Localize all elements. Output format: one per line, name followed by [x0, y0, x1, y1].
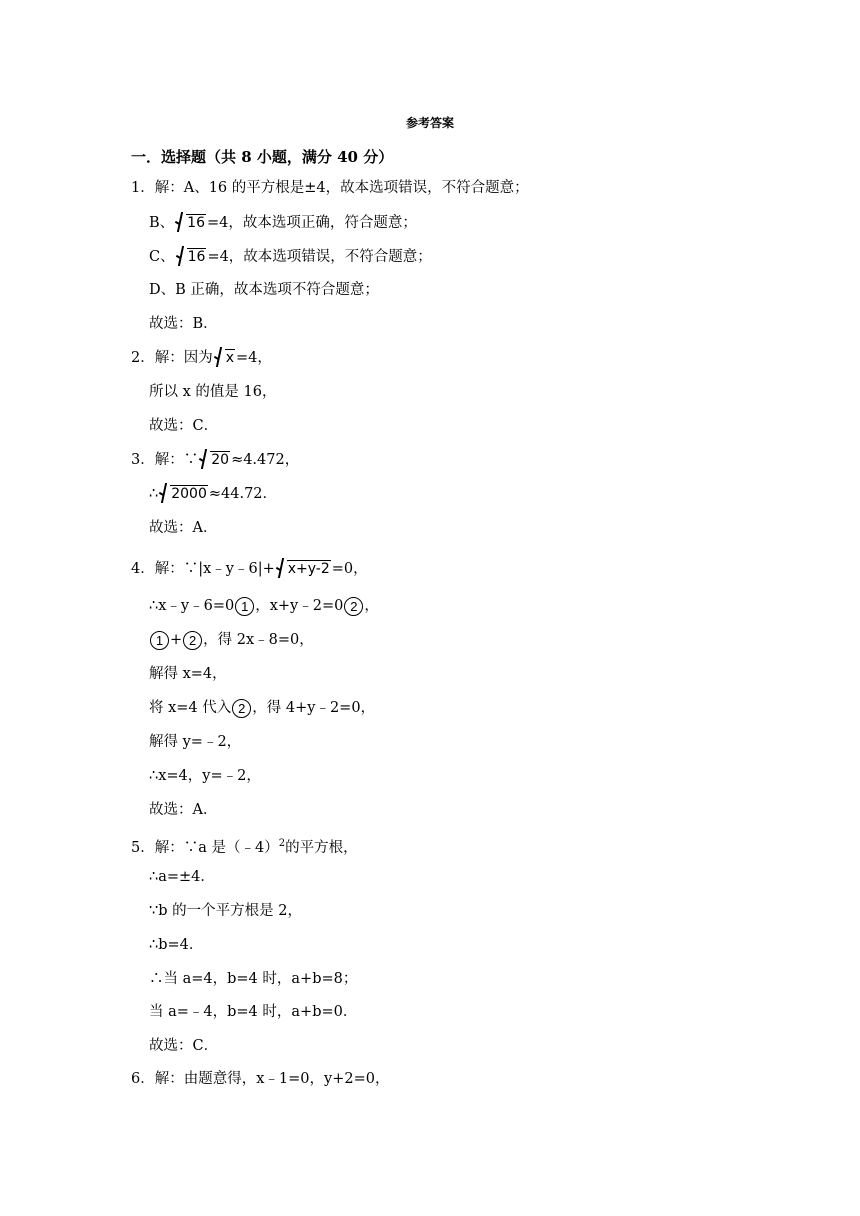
q1-line-2 [149, 213, 417, 233]
q2-line-2: 所以 x 的值是 16， [149, 384, 277, 400]
q5-line-3: ∵b 的一个平方根是 2， [149, 903, 302, 919]
q5-answer: 故选：C． [149, 1038, 219, 1054]
q4-text: ，得 4+y﹣2=0， [252, 700, 376, 716]
q4-line-6: 解得 y=﹣2， [149, 734, 242, 750]
circled-number-2: 2 [344, 597, 363, 616]
q4-text: =0， [331, 561, 368, 577]
q2-answer: 故选：C． [149, 418, 219, 434]
q6-line-1: 6．解：由题意得，x﹣1=0，y+2=0， [131, 1071, 390, 1087]
sqrt-symbol [159, 484, 208, 504]
radicand: 20 [211, 452, 230, 468]
equation-1: ∴x﹣y﹣6=0 [149, 598, 235, 614]
q4-line-7: ∴x=4，y=﹣2， [149, 768, 261, 784]
sqrt-symbol [214, 348, 235, 368]
q3-text: 3．解：∵ [131, 452, 199, 468]
q5-text: 5．解：∵a 是（﹣4） [131, 839, 279, 856]
q1-line-4: D、B 正确，故本选项不符合题意； [149, 282, 379, 298]
q4-line-2 [149, 596, 379, 616]
q1-option-b-text: =4，故本选项正确，符合题意； [206, 215, 417, 231]
exponent: 2 [278, 838, 286, 849]
circled-number-2: 2 [183, 631, 202, 650]
therefore-symbol: ∴ [149, 486, 159, 502]
q1-option-b-label: B、 [149, 215, 175, 231]
q2-line-1 [131, 348, 272, 368]
q5-line-4: ∴b=4． [149, 937, 204, 953]
sqrt-symbol [175, 213, 206, 233]
q4-text: 将 x=4 代入 [149, 700, 232, 716]
radicand: x [225, 350, 235, 366]
comma: ， [364, 598, 379, 614]
q4-text: ，得 2x﹣8=0， [203, 632, 314, 648]
radicand: 16 [187, 215, 205, 231]
q1-option-c-text: =4，故本选项错误，不符合题意； [207, 249, 432, 265]
q5-text: 的平方根， [285, 839, 358, 856]
plus-sign: + [170, 632, 183, 648]
q4-line-3 [149, 630, 314, 650]
radicand: 2000 [171, 486, 207, 502]
q5-line-1 [131, 834, 358, 858]
section-heading: 一．选择题（共 8 小题，满分 40 分） [131, 148, 394, 166]
q4-line-5 [149, 698, 375, 718]
q3-text: ≈4.472， [231, 452, 300, 468]
q5-line-6: 当 a=﹣4，b=4 时，a+b=0． [149, 1004, 358, 1020]
circled-number-1: 1 [150, 631, 169, 650]
circled-number-2: 2 [232, 699, 251, 718]
circled-number-1: 1 [235, 597, 254, 616]
q1-line-3 [149, 247, 432, 267]
q3-text: ≈44.72． [208, 486, 278, 502]
radicand: x+y-2 [287, 561, 330, 577]
q1-answer: 故选：B． [149, 316, 218, 332]
sqrt-symbol [176, 247, 207, 267]
q4-line-4: 解得 x=4， [149, 666, 227, 682]
q2-text: 2．解：因为 [131, 350, 213, 366]
q1-option-c-label: C、 [149, 249, 175, 265]
q2-text: =4， [236, 350, 272, 366]
q5-line-5: ∴当 a=4，b=4 时，a+b=8； [149, 971, 358, 987]
q3-line-1 [131, 450, 299, 470]
sqrt-symbol [276, 559, 331, 579]
q3-line-2 [149, 484, 277, 504]
q4-answer: 故选：A． [149, 802, 218, 818]
q4-line-1 [131, 559, 368, 579]
radicand: 16 [187, 249, 206, 265]
q4-text: 4．解：∵|x﹣y﹣6|+ [131, 561, 275, 577]
q5-line-2: ∴a=±4． [149, 869, 215, 885]
q1-line-1: 1．解：A、16 的平方根是±4，故本选项错误，不符合题意； [131, 180, 529, 196]
sqrt-symbol [199, 450, 230, 470]
page-title: 参考答案 [405, 116, 454, 130]
equation-2: ，x+y﹣2=0 [255, 598, 344, 614]
q3-answer: 故选：A． [149, 520, 218, 536]
